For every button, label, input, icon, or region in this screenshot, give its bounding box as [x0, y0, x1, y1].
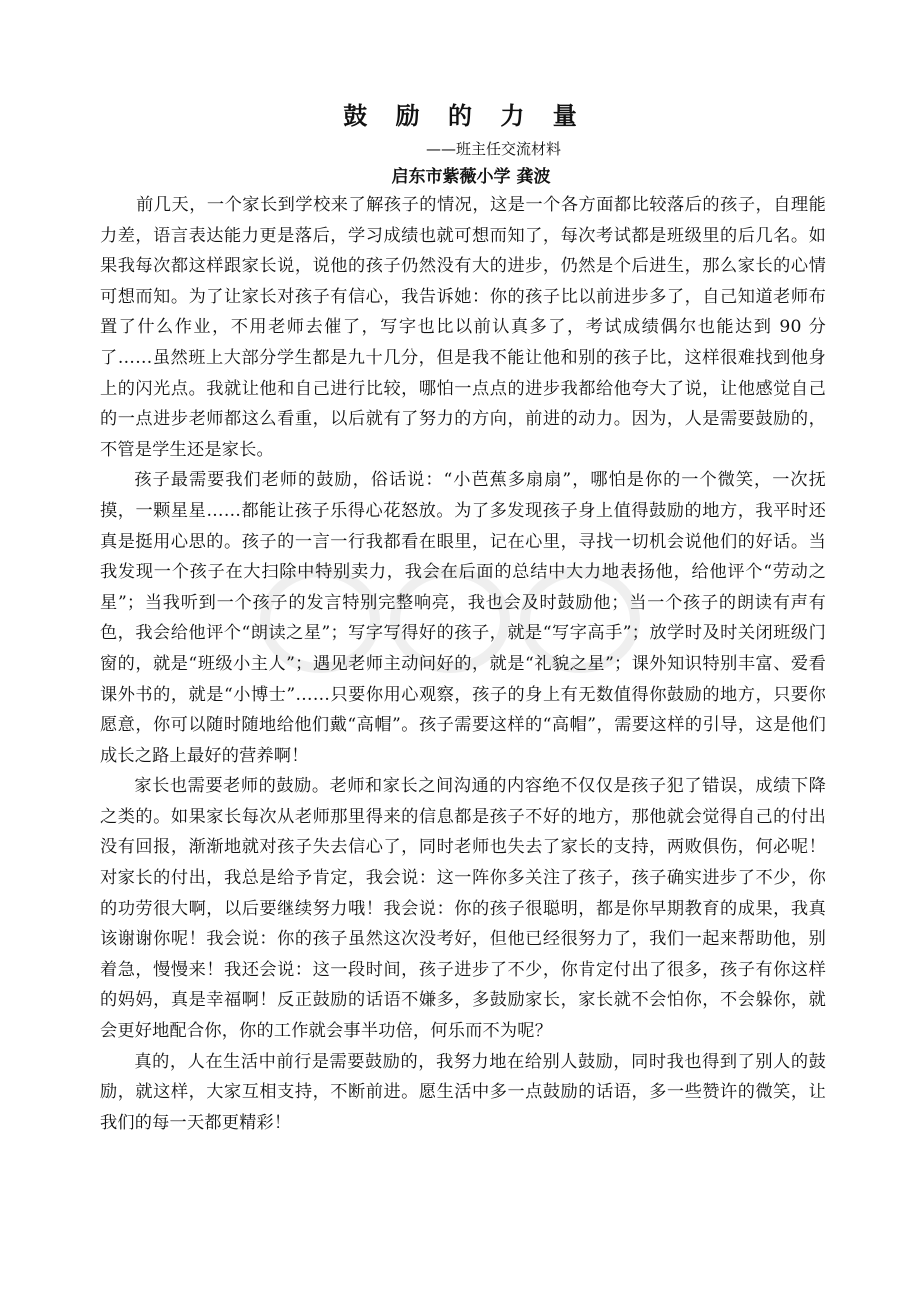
document-page	[100, 98, 826, 1138]
paragraph: 家长也需要老师的鼓励。老师和家长之间沟通的内容绝不仅仅是孩子犯了错误，成绩下降之类的。如果家长每次从老师那里得来的信息都是孩子不好的地方，那他就会觉得自己的付出没有回报，渐渐地就对孩子失去信心了，同时老师也失去了家长的支持，两败俱伤，何必呢！对家长的付出，我总是给予肯定，我会说：这一阵你多关注了孩子，孩子确实进步了不少，你的功劳很大啊，以后要继续努力哦！我会说：你的孩子很聪明，都是你早期教育的成果，我真该谢谢你呢！我会说：你的孩子虽然这次没考好，但他已经很努力了，我们一起来帮助他，别着急，慢慢来！我还会说：这一段时间，孩子进步了不少，你肯定付出了很多，孩子有你这样的妈妈，真是幸福啊！反正鼓励的话语不嫌多，多鼓励家长，家长就不会怕你，不会躲你，就会更好地配合你，你的工作就会事半功倍，何乐而不为呢？	[100, 776, 826, 1042]
document-body	[100, 190, 826, 1138]
document-subtitle: ——班主任交流材料	[426, 140, 562, 158]
paragraph: 孩子最需要我们老师的鼓励，俗话说：“小芭蕉多扇扇”，哪怕是你的一个微笑，一次抚摸，一颗星星……都能让孩子乐得心花怒放。为了多发现孩子身上值得鼓励的地方，我平时还真是挺用心思的。孩子的一言一行我都看在眼里，记在心里，寻找一切机会说他们的好话。当我发现一个孩子在大扫除中特别卖力，我会在后面的总结中大力地表扬他，给他评个“劳动之星”；当我听到一个孩子的发言特别完整响亮，我也会及时鼓励他；当一个孩子的朗读有声有色，我会给他评个“朗读之星”；写字写得好的孩子，就是“写字高手”；放学时及时关闭班级门窗的，就是“班级小主人”；遇见老师主动问好的，就是“礼貌之星”；课外知识特别丰富、爱看课外书的，就是“小博士”……只要你用心观察，孩子的身上有无数值得你鼓励的地方，只要你愿意，你可以随时随地给他们戴“高帽”。孩子需要这样的“高帽”，需要这样的引导，这是他们成长之路上最好的营养啊！	[100, 470, 826, 766]
paragraph: 前几天，一个家长到学校来了解孩子的情况，这是一个各方面都比较落后的孩子，自理能力差，语言表达能力更是落后，学习成绩也就可想而知了，每次考试都是班级里的后几名。如果我每次都这样跟家长说，说他的孩子仍然没有大的进步，仍然是个后进生，那么家长的心情可想而知。为了让家长对孩子有信心，我告诉她：你的孩子比以前进步多了，自己知道老师布置了什么作业，不用老师去催了，写字也比以前认真多了，考试成绩偶尔也能达到 90 分了……虽然班上大部分学生都是九十几分，但是我不能让他和别的孩子比，这样很难找到他身上的闪光点。我就让他和自己进行比较，哪怕一点点的进步我都给他夸大了说，让他感觉自己的一点进步老师都这么看重，以后就有了努力的方向，前进的动力。因为，人是需要鼓励的，不管是学生还是家长。	[100, 195, 826, 460]
paragraph: 真的，人在生活中前行是需要鼓励的，我努力地在给别人鼓励，同时我也得到了别人的鼓励，就这样，大家互相支持，不断前进。愿生活中多一点鼓励的话语，多一些赞许的微笑，让我们的每一天都更精彩！	[100, 1051, 826, 1133]
document-title: 鼓 励 的 力 量	[343, 102, 587, 130]
document-author: 启东市紫薇小学 龚波	[391, 167, 551, 187]
